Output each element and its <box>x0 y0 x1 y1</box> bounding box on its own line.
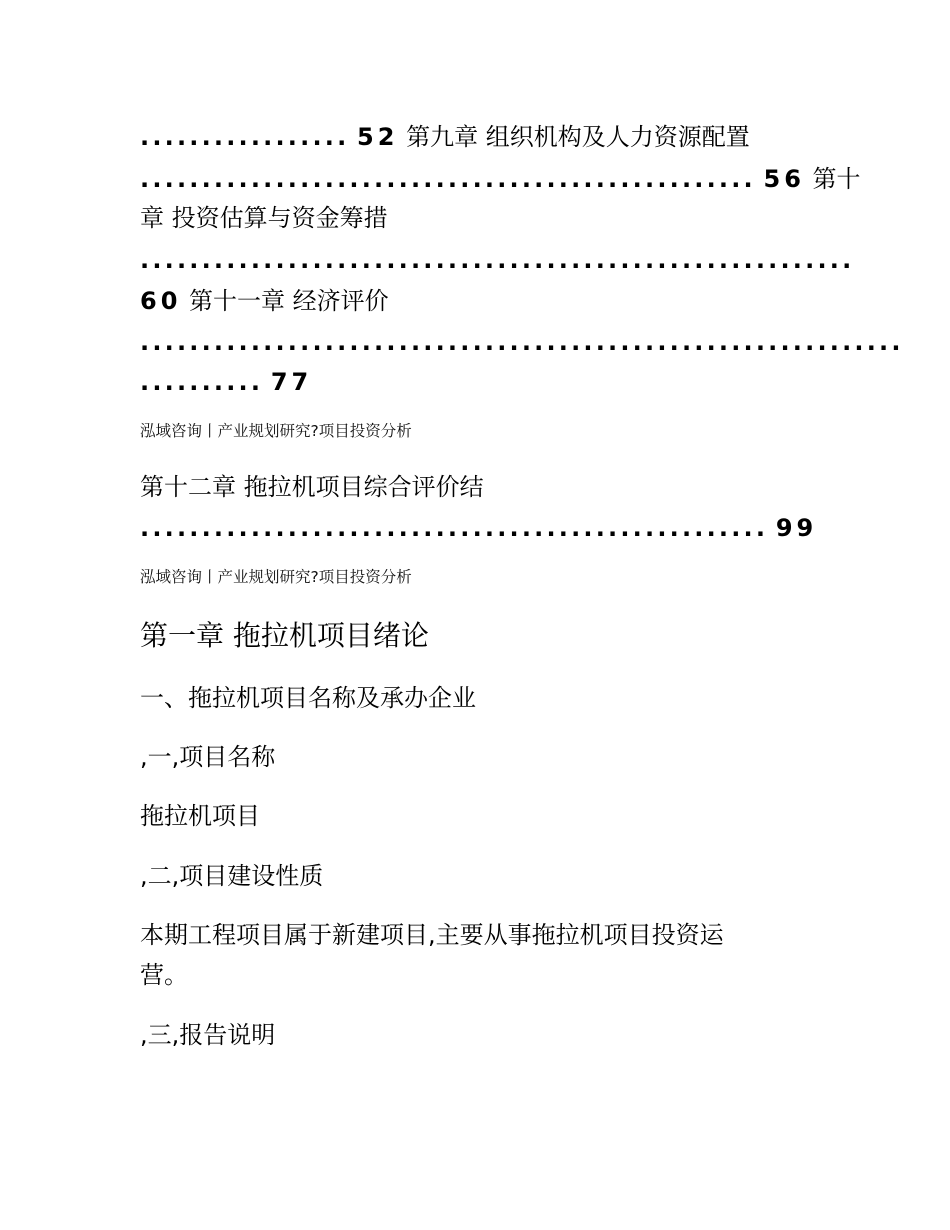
toc-entry-chapter-11-tail-leader[interactable] <box>140 330 904 354</box>
toc-leader: ................................................... <box>140 514 769 542</box>
toc-entry-chapter-10-continued[interactable] <box>140 206 388 230</box>
toc-page-number: 52 <box>357 123 399 151</box>
running-header-text: 泓域咨询丨产业规划研究?项目投资分析 <box>140 422 412 440</box>
toc-title: 第十 <box>812 165 861 193</box>
project-nature-text-line1: 本期工程项目属于新建项目,主要从事拖拉机项目投资运 <box>140 921 724 949</box>
toc-leader: .............................................................. <box>140 328 904 356</box>
running-header-text: 泓域咨询丨产业规划研究?项目投资分析 <box>140 568 412 586</box>
toc-entry-chapter-11-leader[interactable] <box>140 248 854 272</box>
project-name-text: 拖拉机项目 <box>140 802 260 830</box>
chapter-title: 第一章 拖拉机项目绪论 <box>140 619 429 652</box>
toc-page-number: 77 <box>270 368 313 396</box>
toc-page-number: 60 <box>140 287 182 315</box>
toc-title: 第十一章 经济评价 <box>189 287 389 315</box>
toc-page-number: 56 <box>763 165 805 193</box>
toc-leader: .......................................................... <box>140 246 855 274</box>
toc-entry-chapter-12[interactable] <box>140 475 484 499</box>
toc-page-number: 99 <box>775 514 818 542</box>
toc-leader: ................. <box>140 123 350 151</box>
toc-title: 章 投资估算与资金筹措 <box>140 204 388 232</box>
toc-leader: .................................................. <box>140 165 756 193</box>
subsection-heading-project-nature: ,二,项目建设性质 <box>140 862 324 890</box>
toc-entry-page-77[interactable] <box>140 370 312 394</box>
toc-leader: .......... <box>140 368 264 396</box>
toc-entry-chapter-12-leader[interactable] <box>140 516 817 540</box>
toc-entry-chapter-10[interactable] <box>140 167 861 191</box>
project-nature-text-line2: 营。 <box>140 961 188 989</box>
toc-entry-chapter-11[interactable] <box>140 289 389 313</box>
toc-entry-chapter-9[interactable] <box>140 125 750 149</box>
subsection-heading-report-description: ,三,报告说明 <box>140 1021 276 1049</box>
toc-title: 第九章 组织机构及人力资源配置 <box>406 123 750 151</box>
subsection-heading-project-name: ,一,项目名称 <box>140 743 276 771</box>
running-header <box>140 424 412 440</box>
section-heading: 一、拖拉机项目名称及承办企业 <box>140 684 476 712</box>
running-header <box>140 570 412 586</box>
toc-title: 第十二章 拖拉机项目综合评价结 <box>140 473 484 501</box>
